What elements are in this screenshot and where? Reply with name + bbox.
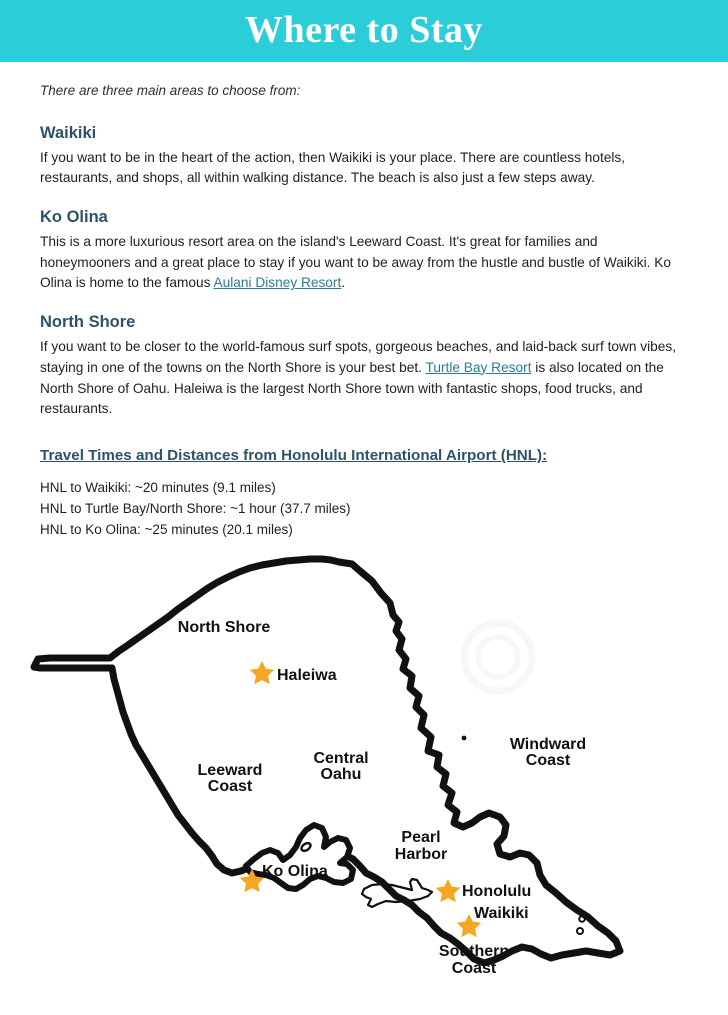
map-label-windward-coast-line1: Windward (509, 735, 587, 753)
map-label-haleiwa: Haleiwa (277, 666, 337, 684)
section-ko-olina (40, 207, 688, 294)
map-label-honolulu: Honolulu (462, 882, 532, 900)
map-label-waikiki: Waikiki (474, 904, 529, 922)
intro-text: There are three main areas to choose from: (40, 83, 301, 98)
islet-mark (462, 735, 467, 740)
map-svg (0, 555, 728, 1015)
section-text: If you want to be closer to the world-famous surf spots, gorgeous beaches, and laid-back surf town vibes, staying in one of the towns on the North Shore is your best bet. (40, 338, 677, 375)
section-body-north-shore (40, 337, 688, 420)
map-label-ko-olina: Ko Olina (262, 862, 328, 880)
map-label-southern-coast-line2: Coast (451, 959, 497, 977)
travel-times-list (40, 478, 688, 541)
section-waikiki (40, 123, 688, 189)
page-title: Where to Stay (245, 8, 483, 51)
map-label-leeward-coast-line1: Leeward (197, 761, 263, 779)
section-body-waikiki (40, 148, 688, 190)
map-label-southern-coast-line1: Southern (438, 942, 510, 960)
section-north-shore (40, 312, 688, 420)
travel-time-item: HNL to Turtle Bay/North Shore: ~1 hour (37.7 miles) (40, 500, 351, 516)
map-label-north-shore: North Shore (177, 618, 271, 636)
map-label-pearl-harbor-line2: Harbor (394, 845, 448, 863)
watermark (464, 623, 532, 691)
link-turtle-bay-resort[interactable]: Turtle Bay Resort (425, 359, 532, 375)
travel-times-heading: Travel Times and Distances from Honolulu International Airport (HNL): (40, 447, 548, 465)
section-heading-north-shore: North Shore (40, 313, 136, 332)
map-label-pearl-harbor-line1: Pearl (401, 828, 441, 846)
section-heading-waikiki: Waikiki (40, 123, 97, 142)
section-text-tail: . (341, 275, 346, 291)
oahu-map (0, 555, 728, 1015)
section-text: This is a more luxurious resort area on the island's Leeward Coast. It's great for families and honeymooners and a great place to stay if you want to be away from the hustle and bustle of Waikiki. Ko Olina is home to the famous (40, 233, 671, 291)
page-header-banner (0, 0, 728, 62)
section-heading-ko-olina: Ko Olina (40, 208, 108, 227)
section-body-ko-olina (40, 232, 688, 294)
map-label-leeward-coast-line2: Coast (207, 777, 253, 795)
link-aulani-disney-resort[interactable]: Aulani Disney Resort (213, 275, 342, 291)
map-label-windward-coast-line2: Coast (525, 751, 571, 769)
travel-time-item: HNL to Waikiki: ~20 minutes (9.1 miles) (40, 479, 276, 495)
section-text: If you want to be in the heart of the action, then Waikiki is your place. There are countless hotels, restaurants, and shops, all within walking distance. The beach is also just a few steps away. (40, 149, 626, 186)
article-content (0, 62, 728, 541)
travel-time-item: HNL to Ko Olina: ~25 minutes (20.1 miles) (40, 521, 293, 537)
map-label-central-oahu-line2: Oahu (320, 765, 362, 783)
section-text-tail: is also located on the North Shore of Oahu. Haleiwa is the largest North Shore town with fantastic shops, food trucks, and restaurants. (40, 359, 664, 417)
map-label-central-oahu-line1: Central (313, 749, 369, 767)
